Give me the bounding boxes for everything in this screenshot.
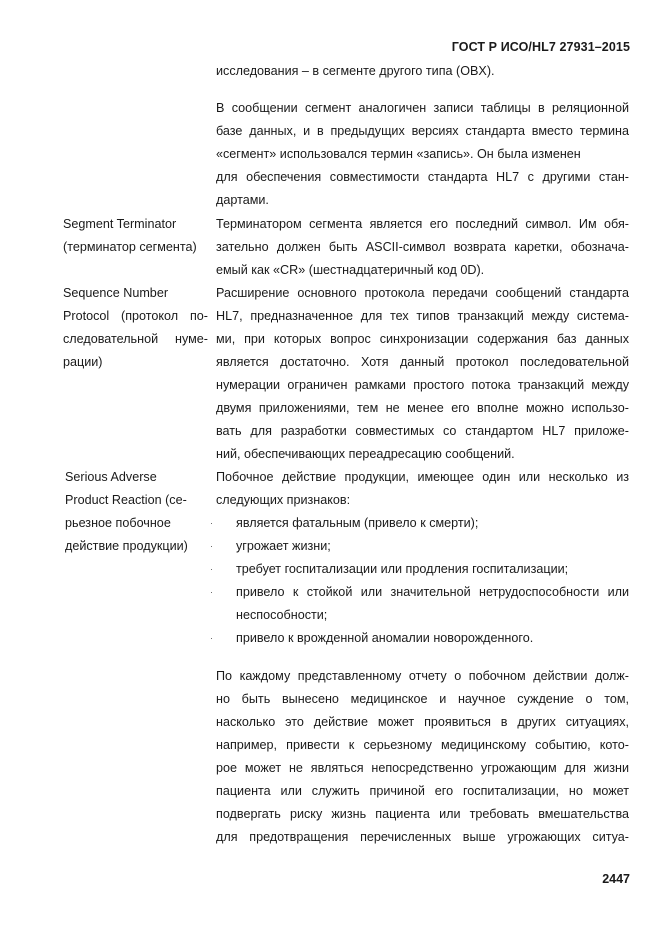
text-line: зательно должен быть ASCII-символ возврата каретки, обознача- bbox=[216, 240, 629, 254]
text-line: пациента или служить причиной его госпитализации, но может bbox=[216, 784, 629, 798]
text-line: Расширение основного протокола передачи сообщений стандарта bbox=[216, 286, 629, 300]
definition-segment-terminator bbox=[216, 213, 629, 282]
term-line: рации) bbox=[63, 355, 103, 369]
term-line: (терминатор сегмента) bbox=[63, 240, 197, 254]
text-line: является достаточно. Хотя данный протокол последовательной bbox=[216, 355, 629, 369]
term-line: следовательной нуме- bbox=[63, 332, 208, 346]
bullet-marker: · bbox=[210, 587, 213, 597]
text-line: двумя приложениями, тем не менее его вполне можно использо- bbox=[216, 401, 629, 415]
list-item bbox=[210, 558, 629, 581]
text-line: базе данных, и в предыдущих версиях стандарта вместо термина bbox=[216, 124, 629, 138]
text-line: «сегмент» использовался термин «запись». Он была изменен bbox=[216, 147, 581, 161]
text-line: По каждому представленному отчету о побочном действии долж- bbox=[216, 669, 629, 683]
text-line: подвергать риску жизнь пациента или требовать вмешательства bbox=[216, 807, 629, 821]
intro-paragraph bbox=[216, 97, 629, 212]
followup-paragraph bbox=[216, 665, 629, 849]
text-line: исследования – в сегменте другого типа (OBX). bbox=[216, 64, 495, 78]
term-line: рьезное побочное bbox=[65, 516, 171, 530]
text-line: рое может не являться непосредственно угрожающим для жизни bbox=[216, 761, 629, 775]
term-segment-terminator bbox=[63, 213, 208, 259]
bullet-marker: · bbox=[210, 541, 213, 551]
text-line: ми, при которых вопрос синхронизации содержания баз данных bbox=[216, 332, 629, 346]
bullet-marker: · bbox=[210, 518, 213, 528]
term-line: Protocol (протокол по- bbox=[63, 309, 208, 323]
text-line: следующих признаков: bbox=[216, 493, 351, 507]
definition-sequence-number-protocol bbox=[216, 282, 629, 466]
text-line: вать для разработки совместимых со стандартом HL7 приложе- bbox=[216, 424, 629, 438]
list-item bbox=[210, 581, 629, 627]
text-line: емый как «CR» (шестнадцатеричный код 0D). bbox=[216, 263, 485, 277]
list-item bbox=[210, 627, 629, 650]
term-line: Segment Terminator bbox=[63, 217, 177, 231]
list-item bbox=[210, 512, 629, 535]
bullet-marker: · bbox=[210, 633, 213, 643]
text-line: для предотвращения перечисленных выше угрожающих ситуа- bbox=[216, 830, 629, 844]
text-line: неспособности; bbox=[236, 608, 328, 622]
term-line: действие продукции) bbox=[65, 539, 188, 553]
bullet-marker: · bbox=[210, 564, 213, 574]
term-line: Serious Adverse bbox=[65, 470, 157, 484]
text-line: ний, обеспечивающих переадресацию сообщений. bbox=[216, 447, 515, 461]
text-line: угрожает жизни; bbox=[236, 539, 331, 553]
text-line: привело к врожденной аномалии новорожденного. bbox=[236, 631, 534, 645]
term-serious-adverse-product-reaction bbox=[65, 466, 210, 558]
definition-serious-adverse-product-reaction bbox=[210, 466, 629, 650]
text-line: является фатальным (привело к смерти); bbox=[236, 516, 479, 530]
text-line: Терминатором сегмента является его последний символ. Им обя- bbox=[216, 217, 629, 231]
term-sequence-number-protocol bbox=[63, 282, 208, 374]
text-line: HL7, предназначенное для тех типов транзакций между система- bbox=[216, 309, 629, 323]
text-line: нумерации ограничен рамками простого потока транзакций между bbox=[216, 378, 629, 392]
text-line: но быть вынесено медицинское и научное суждение о том, bbox=[216, 692, 629, 706]
text-line: В сообщении сегмент аналогичен записи таблицы в реляционной bbox=[216, 101, 629, 115]
text-line: дартами. bbox=[216, 193, 269, 207]
text-line: привело к стойкой или значительной нетрудоспособности или bbox=[236, 585, 629, 599]
text-line: например, привести к серьезному медицинскому событию, кото- bbox=[216, 738, 629, 752]
text-line: Побочное действие продукции, имеющее один или несколько из bbox=[216, 470, 629, 484]
intro-continuation bbox=[216, 60, 629, 83]
list-item bbox=[210, 535, 629, 558]
text-line: требует госпитализации или продления госпитализации; bbox=[236, 562, 569, 576]
term-line: Product Reaction (се- bbox=[65, 493, 187, 507]
term-line: Sequence Number bbox=[63, 286, 169, 300]
text-line: насколько это действие может проявиться в других ситуациях, bbox=[216, 715, 629, 729]
text-line: для обеспечения совместимости стандарта HL7 с другими стан- bbox=[216, 170, 629, 184]
page-number: 2447 bbox=[602, 872, 630, 886]
document-header: ГОСТ Р ИСО/HL7 27931–2015 bbox=[451, 40, 630, 54]
